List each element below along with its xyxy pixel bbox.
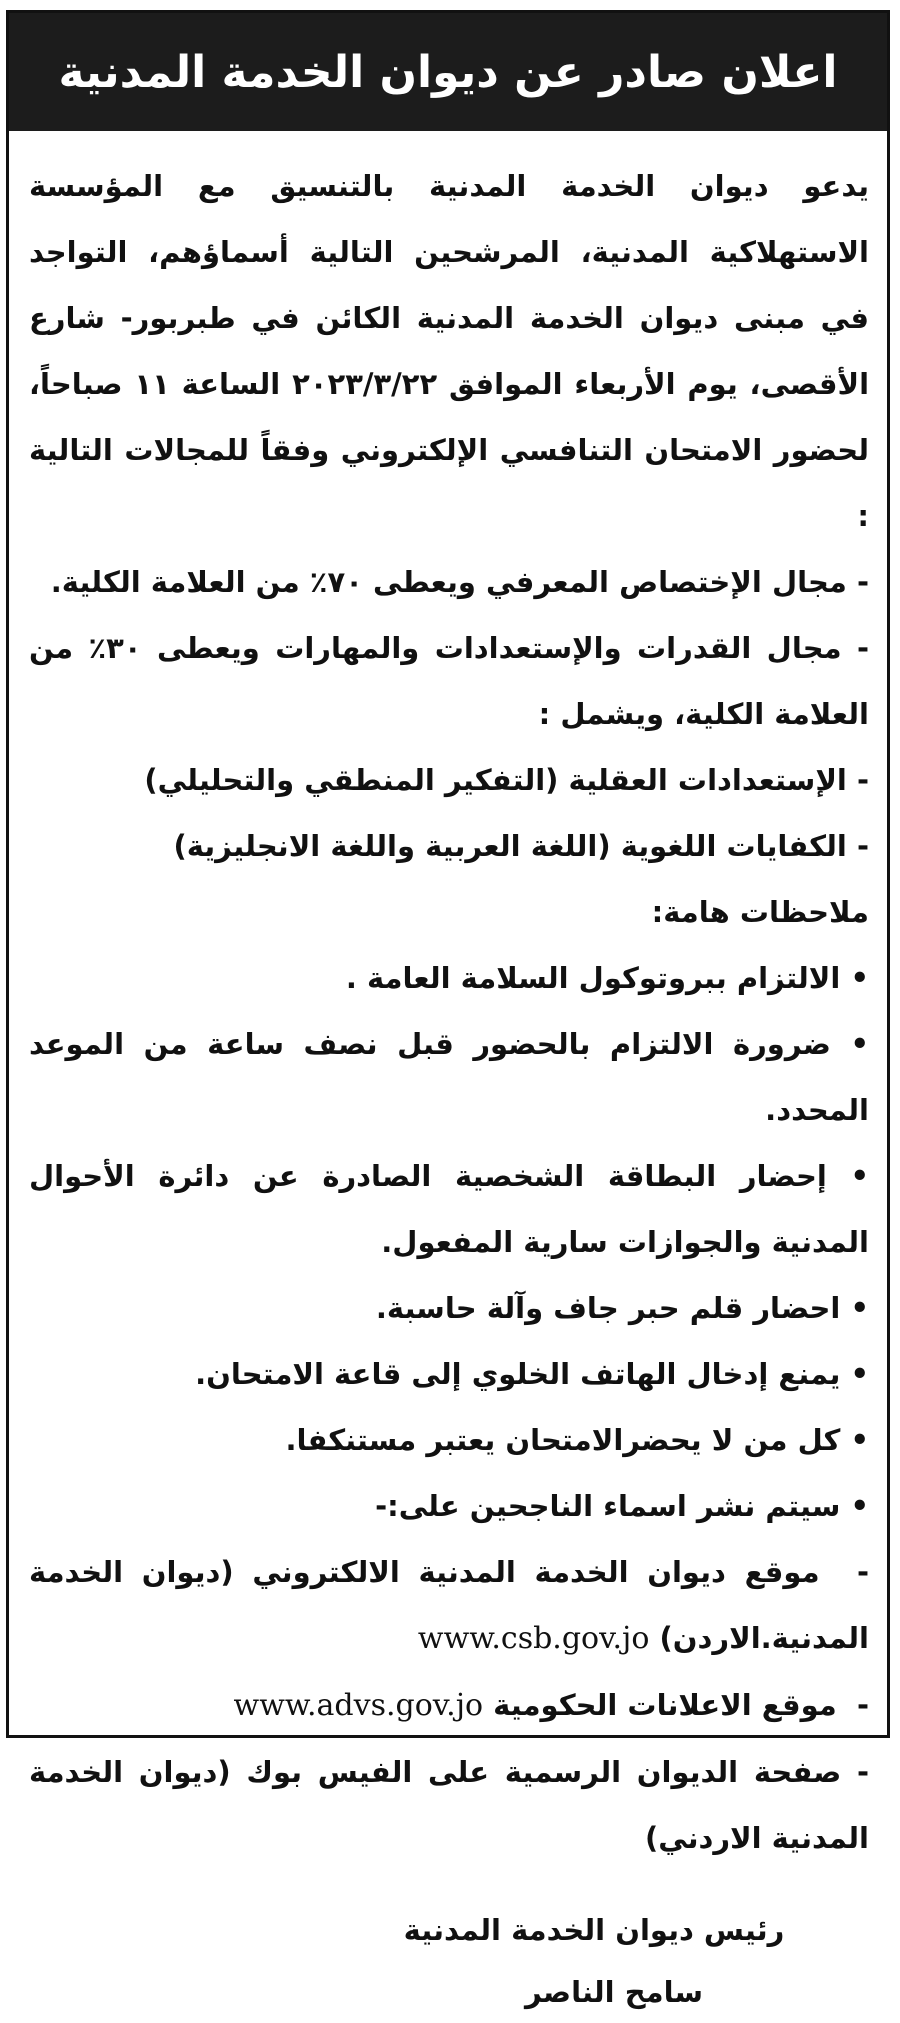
note-item-id-card: • إحضار البطاقة الشخصية الصادرة عن دائرة الأحوال المدنية والجوازات سارية المفعول.	[29, 1143, 869, 1275]
announcement-header	[9, 13, 887, 131]
signature-block	[29, 1899, 869, 2023]
note-item-pen-calculator: • احضار قلم حبر جاف وآلة حاسبة.	[29, 1275, 869, 1341]
signature-title: رئيس ديوان الخدمة المدنية	[403, 1913, 785, 1947]
channel-website-url[interactable]: www.csb.gov.jo	[417, 1621, 650, 1656]
note-item-safety: • الالتزام ببروتوكول السلامة العامة .	[29, 945, 869, 1011]
announcement-body	[9, 131, 887, 2023]
note-item-arrival: • ضرورة الالتزام بالحضور قبل نصف ساعة من الموعد المحدد.	[29, 1011, 869, 1143]
channel-website-label: موقع ديوان الخدمة المدنية الالكتروني (ديوان الخدمة المدنية.الاردن)	[29, 1555, 869, 1655]
announcement-title: اعلان صادر عن ديوان الخدمة المدنية	[58, 46, 838, 98]
field-item-mental-aptitude: - الإستعدادات العقلية (التفكير المنطقي والتحليلي)	[29, 747, 869, 813]
note-item-absence: • كل من لا يحضرالامتحان يعتبر مستنكفا.	[29, 1407, 869, 1473]
note-item-results: • سيتم نشر اسماء الناجحين على:-	[29, 1473, 869, 1539]
field-item-specialization: - مجال الإختصاص المعرفي ويعطى ٧٠٪ من العلامة الكلية.	[29, 549, 869, 615]
intro-paragraph: يدعو ديوان الخدمة المدنية بالتنسيق مع المؤسسة الاستهلاكية المدنية، المرشحين التالية أسماؤهم، التواجد في مبنى ديوان الخدمة المدنية الكائن في طبربور- شارع الأقصى، يوم الأربعاء الموافق ٢٠٢٣/٣/٢٢ الساعة ١١ صباحاً، لحضور الامتحان التنافسي الإلكتروني وفقاً للمجالات التالية :	[29, 169, 870, 533]
field-item-language-skills: - الكفايات اللغوية (اللغة العربية واللغة الانجليزية)	[29, 813, 869, 879]
notes-heading: ملاحظات هامة:	[651, 895, 869, 929]
channel-ads-label: موقع الاعلانات الحكومية	[493, 1688, 837, 1722]
signature-name: سامح الناصر	[525, 1975, 703, 2009]
field-item-abilities: - مجال القدرات والإستعدادات والمهارات ويعطى ٣٠٪ من العلامة الكلية، ويشمل :	[29, 615, 869, 747]
note-item-no-phone: • يمنع إدخال الهاتف الخلوي إلى قاعة الامتحان.	[29, 1341, 869, 1407]
announcement-notice	[6, 10, 890, 2009]
channel-item-website	[29, 1539, 869, 1672]
channel-ads-url[interactable]: www.advs.gov.jo	[233, 1688, 484, 1723]
channel-item-facebook: - صفحة الديوان الرسمية على الفيس بوك (ديوان الخدمة المدنية الاردني)	[29, 1739, 869, 1871]
channel-item-ads	[29, 1672, 869, 1739]
